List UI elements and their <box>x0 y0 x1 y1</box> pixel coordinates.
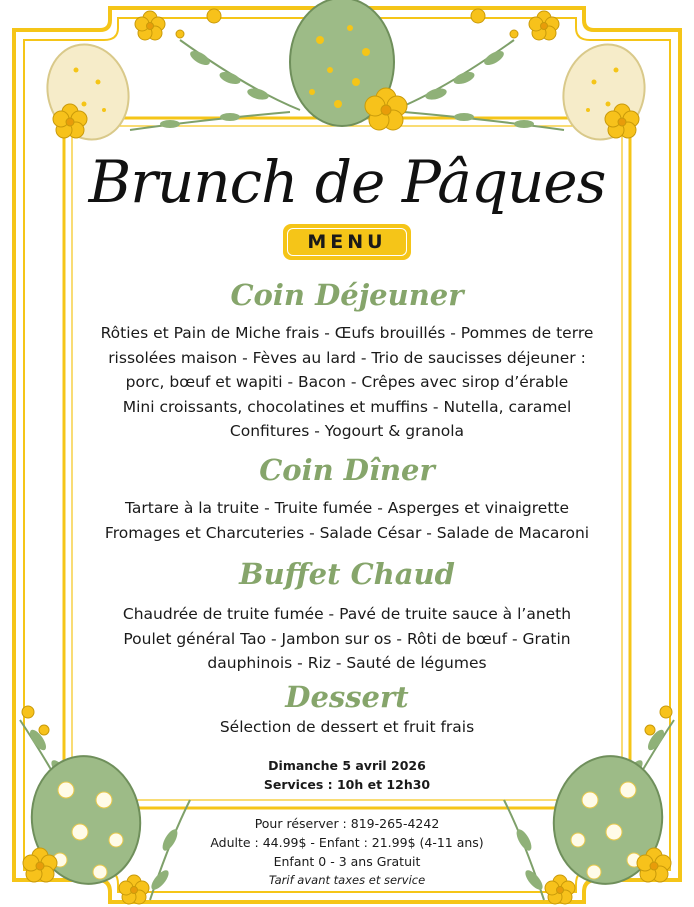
event-info <box>0 756 694 794</box>
menu-line: Chaudrée de truite fumée - Pavé de truite sauce à l’aneth <box>122 605 572 623</box>
reservation-info <box>0 814 694 890</box>
menu-title: Brunch de Pâques <box>88 148 606 216</box>
menu-line: Sélection de dessert et fruit frais <box>219 718 475 736</box>
section-items-dejeuner <box>90 321 604 444</box>
reservation-prices: Adulte : 44.99$ - Enfant : 21.99$ (4-11 ans) <box>210 835 484 850</box>
menu-line: rissolées maison - Fèves au lard - Trio de saucisses déjeuner : <box>108 348 586 367</box>
section-items-diner <box>90 496 604 545</box>
menu-line: Tartare à la truite - Truite fumée - Asperges et vinaigrette <box>124 499 570 517</box>
menu-line: Rôties et Pain de Miche frais - Œufs brouillés - Pommes de terre <box>100 324 594 342</box>
reservation-note: Tarif avant taxes et service <box>268 873 426 887</box>
reservation-phone: Pour réserver : 819-265-4242 <box>254 816 440 831</box>
section-items-dessert <box>90 715 604 740</box>
section-heading-buffet: Buffet Chaud <box>239 557 455 591</box>
menu-line: Fromages et Charcuteries - Salade César - Salade de Macaroni <box>104 523 590 542</box>
menu-line: Mini croissants, chocolatines et muffins - Nutella, caramel <box>122 397 572 416</box>
section-heading-dessert: Dessert <box>285 680 409 714</box>
menu-line: dauphinois - Riz - Sauté de légumes <box>207 654 487 672</box>
menu-line: Confitures - Yogourt & granola <box>229 422 465 440</box>
menu-badge <box>283 224 411 260</box>
menu-line: porc, bœuf et wapiti - Bacon - Crêpes avec sirop d’érable <box>125 373 569 391</box>
reservation-free: Enfant 0 - 3 ans Gratuit <box>273 854 421 869</box>
section-heading-diner: Coin Dîner <box>259 453 435 487</box>
event-services: Services : 10h et 12h30 <box>263 777 431 792</box>
section-heading-dejeuner: Coin Déjeuner <box>230 278 464 312</box>
menu-badge-label: MENU <box>287 228 407 256</box>
menu-line: Poulet général Tao - Jambon sur os - Rôti de bœuf - Gratin <box>123 629 571 648</box>
section-items-buffet <box>90 602 604 676</box>
event-date: Dimanche 5 avril 2026 <box>268 758 426 773</box>
